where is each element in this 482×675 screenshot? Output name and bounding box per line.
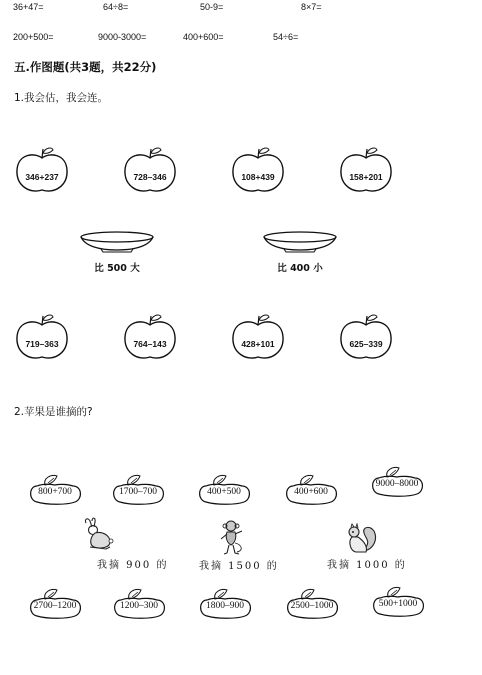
question-2-label: 2.苹果是谁摘的?	[14, 406, 93, 418]
calc-item: 400+600=	[183, 32, 224, 42]
monkey-icon	[217, 519, 247, 557]
pick-label: 我摘 1500 的	[199, 561, 279, 572]
leaf-apple	[27, 472, 83, 506]
pick-label: 我摘 1000 的	[327, 560, 407, 571]
apple	[120, 311, 180, 363]
apple-icon	[336, 144, 396, 196]
leaf-apple	[284, 586, 340, 620]
apple-expression: 719–363	[25, 339, 59, 349]
leaf-expression: 1700–700	[119, 487, 157, 497]
apple-expression: 158+201	[349, 172, 383, 182]
leaf-expression: 400+500	[207, 487, 241, 497]
apple	[228, 311, 288, 363]
leaf-apple	[369, 464, 425, 498]
apple-expression: 428+101	[241, 339, 275, 349]
apple-icon	[336, 311, 396, 363]
apple-icon	[12, 144, 72, 196]
calc-item: 9000-3000=	[98, 32, 147, 42]
plate-icon	[79, 230, 155, 254]
plate-icon	[262, 230, 338, 254]
calc-item: 200+500=	[13, 32, 54, 42]
leaf-apple	[283, 472, 339, 506]
pick-label: 我摘 900 的	[97, 560, 169, 571]
leaf-apple	[370, 584, 426, 618]
calc-item: 8×7=	[301, 2, 322, 12]
apple	[228, 144, 288, 196]
calc-item: 36+47=	[13, 2, 44, 12]
apple-icon	[120, 311, 180, 363]
section-title: 五.作图题(共3题，共22分)	[14, 60, 157, 74]
leaf-expression: 500+1000	[378, 599, 418, 609]
squirrel-icon	[344, 523, 378, 555]
apple-icon	[12, 311, 72, 363]
rabbit-icon	[80, 517, 116, 551]
apple-icon	[120, 144, 180, 196]
plate-label: 比 500 大	[94, 263, 140, 274]
leaf-expression: 800+700	[38, 487, 72, 497]
leaf-expression: 2700–1200	[33, 601, 77, 611]
apple	[120, 144, 180, 196]
question-1-label: 1.我会估，我会连。	[14, 92, 109, 104]
leaf-apple	[27, 586, 83, 620]
plate	[262, 230, 338, 274]
leaf-apple	[110, 472, 166, 506]
apple	[12, 311, 72, 363]
calc-item: 54÷6=	[273, 32, 299, 42]
apple-icon	[228, 144, 288, 196]
apple-expression: 346+237	[25, 172, 59, 182]
apple	[336, 311, 396, 363]
apple-expression: 764–143	[133, 339, 167, 349]
leaf-apple	[197, 586, 253, 620]
plate-label: 比 400 小	[277, 263, 323, 274]
apple	[336, 144, 396, 196]
apple-icon	[228, 311, 288, 363]
leaf-expression: 2500–1000	[290, 601, 334, 611]
leaf-expression: 1800–900	[206, 601, 244, 611]
leaf-apple	[111, 586, 167, 620]
calc-item: 64÷8=	[103, 2, 129, 12]
plate	[79, 230, 155, 274]
apple-expression: 108+439	[241, 172, 275, 182]
apple-expression: 625–339	[349, 339, 383, 349]
calc-item: 50-9=	[200, 2, 224, 12]
leaf-expression: 1200–300	[120, 601, 158, 611]
apple	[12, 144, 72, 196]
apple-expression: 728–346	[133, 172, 167, 182]
leaf-expression: 9000–8000	[375, 479, 419, 489]
leaf-expression: 400+600	[294, 487, 328, 497]
leaf-apple	[196, 472, 252, 506]
